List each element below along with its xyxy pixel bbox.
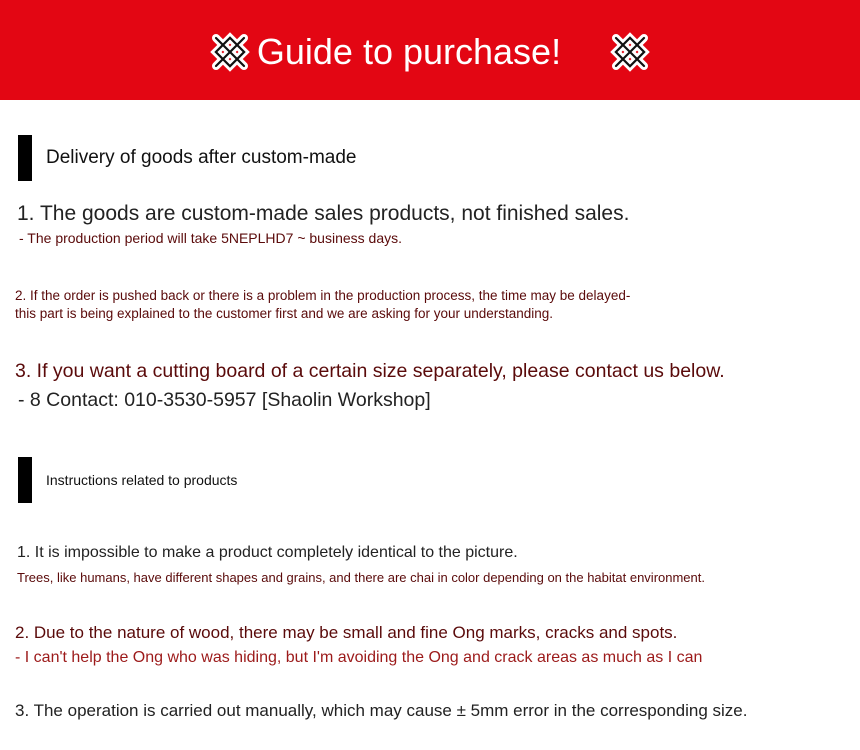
instruction-item-1-note: Trees, like humans, have different shapes and grains, and there are chai in color depending on the habitat environment. xyxy=(17,570,705,585)
banner-title-row xyxy=(0,26,860,78)
delivery-item-1-note: - The production period will take 5NEPLHD7 ~ business days. xyxy=(19,230,402,246)
section-heading-text: Delivery of goods after custom-made xyxy=(46,147,357,168)
woven-knot-icon xyxy=(607,29,653,75)
section-heading-instructions xyxy=(18,457,237,503)
delivery-item-3: 3. If you want a cutting board of a certain size separately, please contact us below. xyxy=(15,360,725,382)
section-heading-delivery xyxy=(18,135,356,181)
delivery-item-1: 1. The goods are custom-made sales products, not finished sales. xyxy=(17,202,630,225)
section-heading-text: Instructions related to products xyxy=(46,472,238,488)
section-marker-bar xyxy=(18,457,32,503)
instruction-item-2: 2. Due to the nature of wood, there may be small and fine Ong marks, cracks and spots. xyxy=(15,623,678,642)
header-banner xyxy=(0,0,860,100)
delivery-item-2-cont: this part is being explained to the customer first and we are asking for your understanding. xyxy=(15,306,554,321)
delivery-item-2: 2. If the order is pushed back or there is a problem in the production process, the time may be delayed- xyxy=(15,288,631,303)
woven-knot-icon xyxy=(207,29,253,75)
instruction-item-3: 3. The operation is carried out manually, which may cause ± 5mm error in the corresponding size. xyxy=(15,701,748,720)
section-marker-bar xyxy=(18,135,32,181)
instruction-item-1: 1. It is impossible to make a product completely identical to the picture. xyxy=(17,544,518,561)
instruction-item-2-note: - I can't help the Ong who was hiding, but I'm avoiding the Ong and crack areas as much as I can xyxy=(15,649,703,666)
contact-line: - 8 Contact: 010-3530-5957 [Shaolin Workshop] xyxy=(18,389,431,411)
banner-title: Guide to purchase! xyxy=(256,31,562,72)
